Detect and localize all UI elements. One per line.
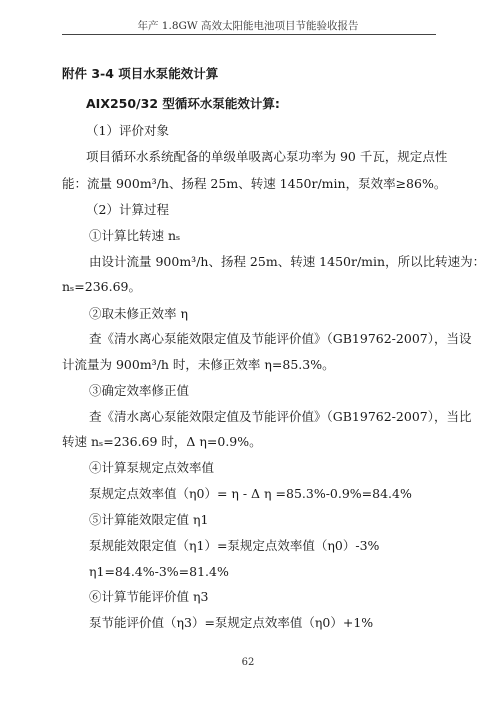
- paragraph-line: 转速 nₛ=236.69 时，Δ η=0.9%。: [62, 434, 262, 449]
- paragraph-line: ①计算比转速 nₛ: [89, 228, 181, 243]
- paragraph-line: ④计算泵规定点效率值: [89, 460, 215, 475]
- paragraph-line: 泵节能评价值（η3）=泵规定点效率值（η0）+1%: [89, 615, 374, 630]
- paragraph-line: 查《清水离心泵能效限定值及节能评价值》（GB19762-2007），当设: [89, 331, 472, 346]
- paragraph-line: （2）计算过程: [86, 202, 169, 217]
- paragraph-line: ③确定效率修正值: [89, 383, 190, 398]
- subsection-title: AIX250/32 型循环水泵能效计算:: [86, 96, 280, 111]
- paragraph-line: ②取未修正效率 η: [89, 306, 188, 321]
- section-title: 附件 3-4 项目水泵能效计算: [62, 66, 219, 81]
- paragraph-line: （1）评价对象: [86, 123, 169, 138]
- paragraph-line: 计流量为 900m³/h 时，未修正效率 η=85.3%。: [62, 357, 335, 372]
- page-number: 62: [241, 657, 255, 668]
- paragraph-line: nₛ=236.69。: [62, 279, 141, 294]
- report-header: 年产 1.8GW 高效太阳能电池项目节能验收报告: [137, 20, 359, 32]
- paragraph-line: 能：流量 900m³/h、扬程 25m、转速 1450r/min，泵效率≥86%。: [62, 176, 447, 191]
- paragraph-line: 由设计流量 900m³/h、扬程 25m、转速 1450r/min，所以比转速为：: [89, 254, 486, 269]
- paragraph-line: 泵规能效限定值（η1）=泵规定点效率值（η0）-3%: [89, 538, 380, 553]
- paragraph-line: ⑥计算节能评价值 η3: [89, 589, 209, 604]
- header-divider: [62, 34, 436, 35]
- paragraph-line: η1=84.4%-3%=81.4%: [89, 564, 229, 579]
- paragraph-line: 项目循环水系统配备的单级单吸离心泵功率为 90 千瓦，规定点性: [86, 149, 448, 164]
- paragraph-line: 泵规定点效率值（η0）= η - Δ η =85.3%-0.9%=84.4%: [89, 486, 412, 501]
- paragraph-line: ⑤计算能效限定值 η1: [89, 512, 209, 527]
- paragraph-line: 查《清水离心泵能效限定值及节能评价值》（GB19762-2007），当比: [89, 409, 472, 424]
